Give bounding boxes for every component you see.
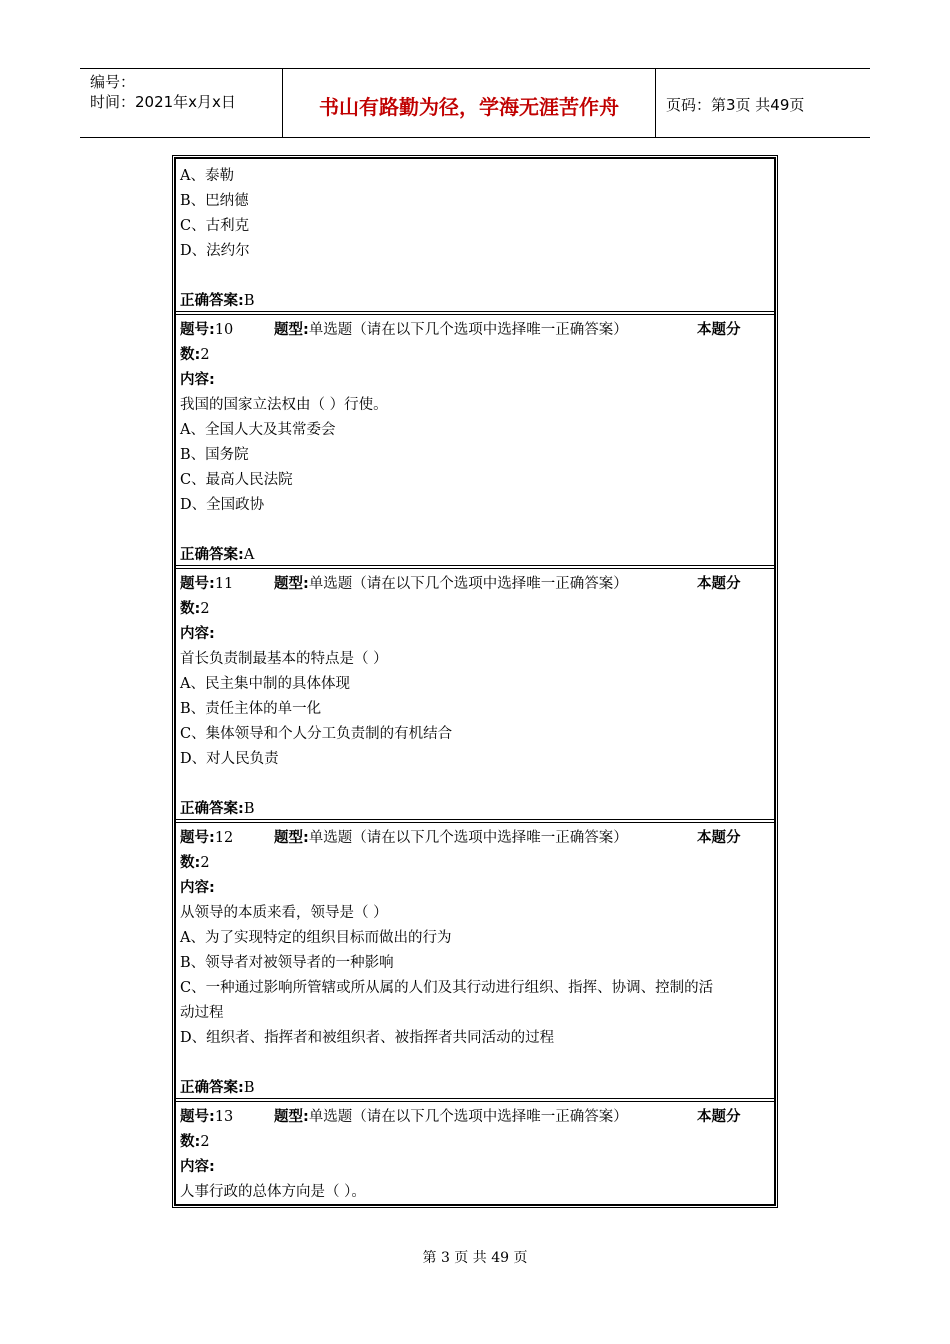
qno-value: 13 (214, 1109, 234, 1125)
q12-score-label: 本题分 (697, 830, 741, 846)
q13-type (274, 1108, 628, 1126)
answer-value: B (243, 1080, 255, 1096)
time-label: 时间：2021年x月x日 (90, 93, 236, 111)
q9-option-a: A、泰勒 (180, 168, 234, 184)
q10-score-label: 本题分 (697, 322, 741, 338)
score-label: 数: (180, 855, 201, 871)
answer-value: A (243, 547, 255, 563)
number-label: 编号： (90, 73, 136, 91)
qtype-label: 题型: (274, 576, 309, 592)
qno-label: 题号: (180, 1109, 215, 1125)
q11-stem: 首长负责制最基本的特点是（ ） (180, 651, 388, 667)
qtype-value: 单选题（请在以下几个选项中选择唯一正确答案） (308, 322, 628, 338)
q13-score (180, 1133, 210, 1151)
q12-option-a: A、为了实现特定的组织目标而做出的行为 (180, 930, 452, 946)
qno-value: 10 (214, 322, 234, 338)
row-separator (176, 819, 774, 823)
q11-type (274, 575, 628, 593)
q9-option-c: C、古利克 (180, 218, 250, 234)
q13-number (180, 1108, 233, 1126)
qno-value: 11 (214, 576, 234, 592)
row-separator (176, 1098, 774, 1102)
qno-label: 题号: (180, 830, 215, 846)
score-value: 2 (200, 601, 210, 617)
q10-option-b: B、国务院 (180, 447, 249, 463)
score-label: 数: (180, 347, 201, 363)
q10-stem: 我国的国家立法权由（ ）行使。 (180, 397, 388, 413)
q9-answer (180, 292, 254, 310)
q12-option-c-line1: C、一种通过影响所管辖或所从属的人们及其行动进行组织、指挥、协调、控制的活 (180, 980, 714, 996)
score-value: 2 (200, 1134, 210, 1150)
q10-answer (180, 546, 254, 564)
qtype-label: 题型: (274, 1109, 309, 1125)
qtype-value: 单选题（请在以下几个选项中选择唯一正确答案） (308, 1109, 628, 1125)
q11-content-label: 内容: (180, 626, 215, 642)
q13-content-label: 内容: (180, 1159, 215, 1175)
q11-score (180, 600, 210, 618)
score-value: 2 (200, 347, 210, 363)
answer-value: B (243, 801, 255, 817)
answer-label: 正确答案: (180, 293, 244, 309)
q10-option-c: C、最高人民法院 (180, 472, 293, 488)
q11-option-b: B、责任主体的单一化 (180, 701, 322, 717)
header-meta-cell (80, 69, 283, 137)
page-footer: 第 3 页 共 49 页 (422, 1250, 528, 1266)
q12-number (180, 829, 233, 847)
qtype-label: 题型: (274, 322, 309, 338)
score-value: 2 (200, 855, 210, 871)
header-page-cell (656, 69, 870, 137)
q11-option-d: D、对人民负责 (180, 751, 279, 767)
row-separator (176, 565, 774, 569)
q12-option-c-line2: 动过程 (180, 1005, 224, 1021)
q9-option-d: D、法约尔 (180, 243, 250, 259)
qtype-value: 单选题（请在以下几个选项中选择唯一正确答案） (308, 576, 628, 592)
qno-label: 题号: (180, 322, 215, 338)
qtype-value: 单选题（请在以下几个选项中选择唯一正确答案） (308, 830, 628, 846)
q11-number (180, 575, 233, 593)
row-separator (176, 311, 774, 315)
answer-label: 正确答案: (180, 801, 244, 817)
q13-score-label: 本题分 (697, 1109, 741, 1125)
header-page-info: 页码：第3页 共49页 (666, 96, 805, 114)
header-motto-cell (283, 69, 656, 137)
answer-label: 正确答案: (180, 547, 244, 563)
q10-type (274, 321, 628, 339)
qno-label: 题号: (180, 576, 215, 592)
q12-answer (180, 1079, 254, 1097)
question-box (174, 157, 776, 1206)
score-label: 数: (180, 1134, 201, 1150)
qtype-label: 题型: (274, 830, 309, 846)
page-header (80, 68, 870, 138)
score-label: 数: (180, 601, 201, 617)
q12-type (274, 829, 628, 847)
qno-value: 12 (214, 830, 234, 846)
q12-score (180, 854, 210, 872)
q12-option-b: B、领导者对被领导者的一种影响 (180, 955, 394, 971)
q12-option-d: D、组织者、指挥者和被组织者、被指挥者共同活动的过程 (180, 1030, 555, 1046)
q12-content-label: 内容: (180, 880, 215, 896)
header-motto: 书山有路勤为径，学海无涯苦作舟 (319, 95, 619, 119)
answer-label: 正确答案: (180, 1080, 244, 1096)
q10-option-a: A、全国人大及其常委会 (180, 422, 336, 438)
q9-option-b: B、巴纳德 (180, 193, 249, 209)
q12-stem: 从领导的本质来看，领导是（ ） (180, 905, 388, 921)
q10-option-d: D、全国政协 (180, 497, 265, 513)
q10-content-label: 内容: (180, 372, 215, 388)
q11-score-label: 本题分 (697, 576, 741, 592)
q11-answer (180, 800, 254, 818)
answer-value: B (243, 293, 255, 309)
q10-score (180, 346, 210, 364)
q13-stem: 人事行政的总体方向是（ ）。 (180, 1184, 366, 1200)
q11-option-a: A、民主集中制的具体体现 (180, 676, 350, 692)
q10-number (180, 321, 233, 339)
q11-option-c: C、集体领导和个人分工负责制的有机结合 (180, 726, 453, 742)
